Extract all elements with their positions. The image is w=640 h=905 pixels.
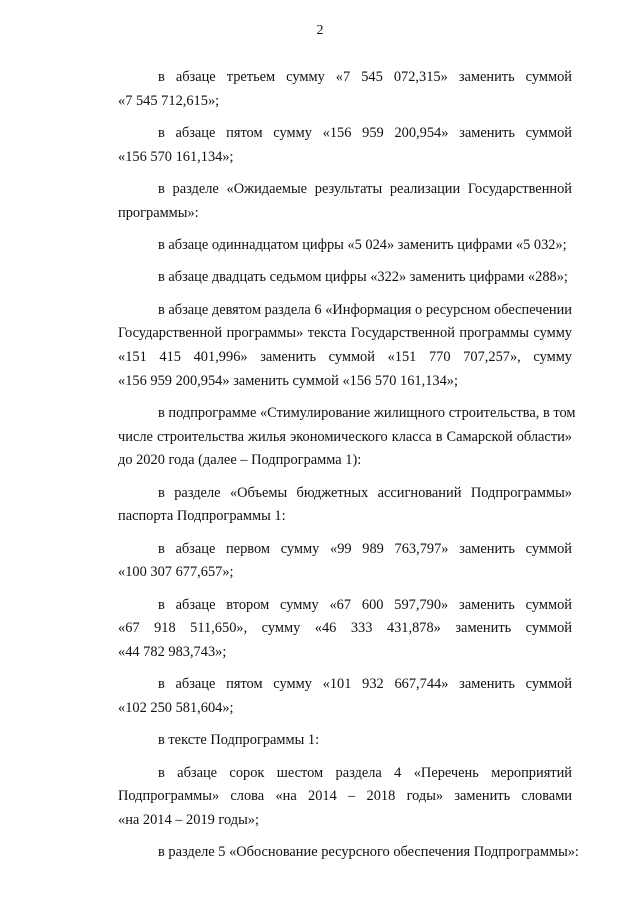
text-line: в абзаце первом сумму «99 989 763,797» заменить суммой xyxy=(158,540,572,557)
paragraph xyxy=(78,762,572,833)
text-line: в абзаце девятом раздела 6 «Информация о ресурсном обеспечении xyxy=(158,301,572,318)
paragraph xyxy=(78,234,572,258)
paragraph xyxy=(78,729,572,753)
paragraph xyxy=(78,538,572,585)
paragraph xyxy=(78,402,576,473)
text-line: в абзаце сорок шестом раздела 4 «Перечень мероприятий xyxy=(158,764,572,781)
text-line: в абзаце пятом сумму «156 959 200,954» заменить суммой xyxy=(158,125,572,141)
text-line: «100 307 677,657»; xyxy=(118,564,234,581)
paragraph xyxy=(78,266,572,290)
page-number: 2 xyxy=(316,23,324,38)
text-line: «67 918 511,650», сумму «46 333 431,878» заменить суммой xyxy=(118,620,572,637)
text-line: Подпрограммы» слова «на 2014 – 2018 годы» заменить словами xyxy=(118,788,572,805)
text-line: «156 959 200,954» заменить суммой «156 570 161,134»; xyxy=(118,372,458,389)
paragraph xyxy=(78,299,572,394)
text-line: «151 415 401,996» заменить суммой «151 770 707,257», сумму xyxy=(118,349,572,365)
paragraph xyxy=(78,122,572,169)
text-line: паспорта Подпрограммы 1: xyxy=(118,508,286,525)
text-line: Государственной программы» текста Государственной программы сумму xyxy=(118,325,572,342)
text-line: в разделе «Объемы бюджетных ассигнований Подпрограммы» xyxy=(158,484,572,501)
paragraph xyxy=(78,594,572,665)
document-body xyxy=(78,66,579,865)
text-line: числе строительства жилья экономического класса в Самарской области» xyxy=(118,428,572,445)
text-line: в разделе 5 «Обоснование ресурсного обеспечения Подпрограммы»: xyxy=(158,844,579,861)
text-line: в подпрограмме «Стимулирование жилищного строительства, в том xyxy=(158,405,576,421)
text-line: «на 2014 – 2019 годы»; xyxy=(118,812,259,829)
text-line: в абзаце пятом сумму «101 932 667,744» заменить суммой xyxy=(158,676,572,693)
paragraph xyxy=(78,841,579,865)
text-line: в абзаце третьем сумму «7 545 072,315» заменить суммой xyxy=(158,69,572,85)
paragraph xyxy=(78,673,572,720)
text-line: в абзаце втором сумму «67 600 597,790» заменить суммой xyxy=(158,596,572,613)
text-line: в абзаце одиннадцатом цифры «5 024» заменить цифрами «5 032»; xyxy=(158,237,567,253)
text-line: до 2020 года (далее – Подпрограмма 1): xyxy=(118,452,362,469)
paragraph xyxy=(78,178,572,225)
text-line: «7 545 712,615»; xyxy=(118,92,220,109)
paragraph xyxy=(78,482,572,529)
text-line: в разделе «Ожидаемые результаты реализации Государственной xyxy=(158,181,572,197)
text-line: программы»: xyxy=(118,204,199,221)
text-line: «102 250 581,604»; xyxy=(118,700,234,717)
paragraph xyxy=(78,66,572,113)
text-line: «156 570 161,134»; xyxy=(118,148,234,165)
text-line: «44 782 983,743»; xyxy=(118,644,227,661)
text-line: в тексте Подпрограммы 1: xyxy=(158,732,320,749)
text-line: в абзаце двадцать седьмом цифры «322» заменить цифрами «288»; xyxy=(158,269,568,286)
